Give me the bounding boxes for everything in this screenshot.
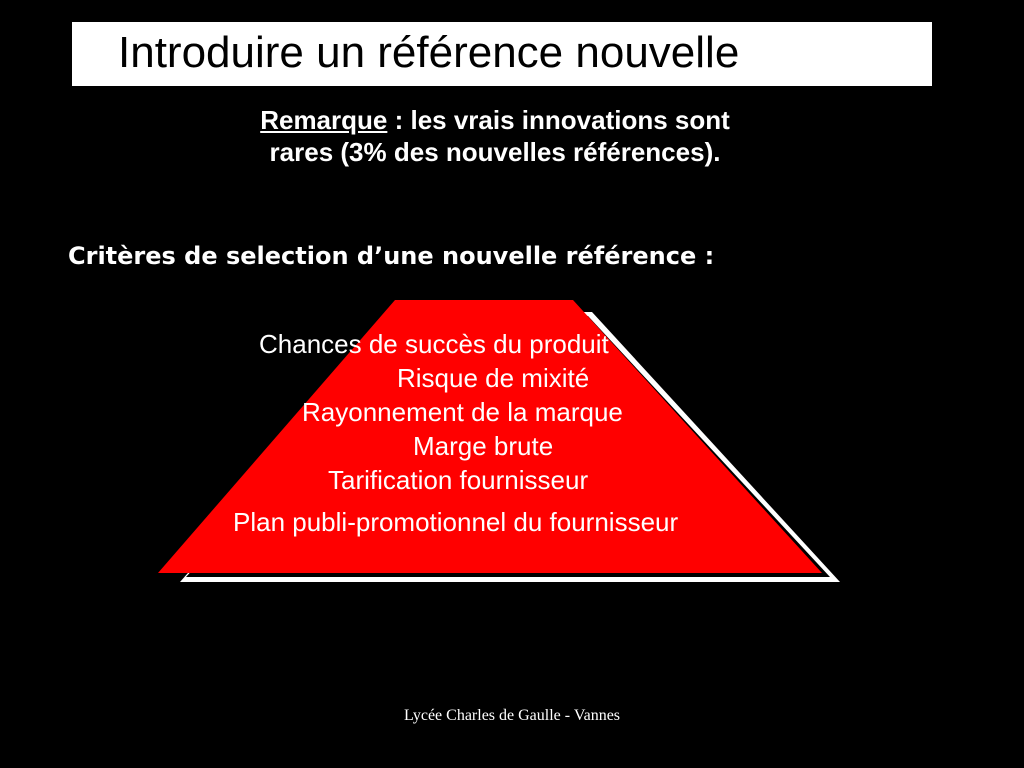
- pyramid-item-tarification: Tarification fournisseur: [328, 465, 589, 495]
- pyramid-item-risque: Risque de mixité: [397, 363, 590, 393]
- footer: Lycée Charles de Gaulle - Vannes: [403, 707, 621, 724]
- remark-text-line2: rares (3% des nouvelles références).: [269, 137, 721, 167]
- pyramid-item-plan: Plan publi-promotionnel du fournisseur: [233, 507, 679, 537]
- remark-label: Remarque: [260, 105, 388, 135]
- remark-text-line1: : les vrais innovations sont: [387, 105, 730, 135]
- pyramid-item-rayonnement: Rayonnement de la marque: [302, 397, 623, 427]
- pyramid-item-marge: Marge brute: [413, 431, 554, 461]
- criteria-title: Critères de selection d’une nouvelle référence :: [68, 242, 715, 270]
- slide-title: Introduire un référence nouvelle: [118, 28, 740, 77]
- pyramid-item-chances: Chances de succès du produit: [259, 329, 609, 359]
